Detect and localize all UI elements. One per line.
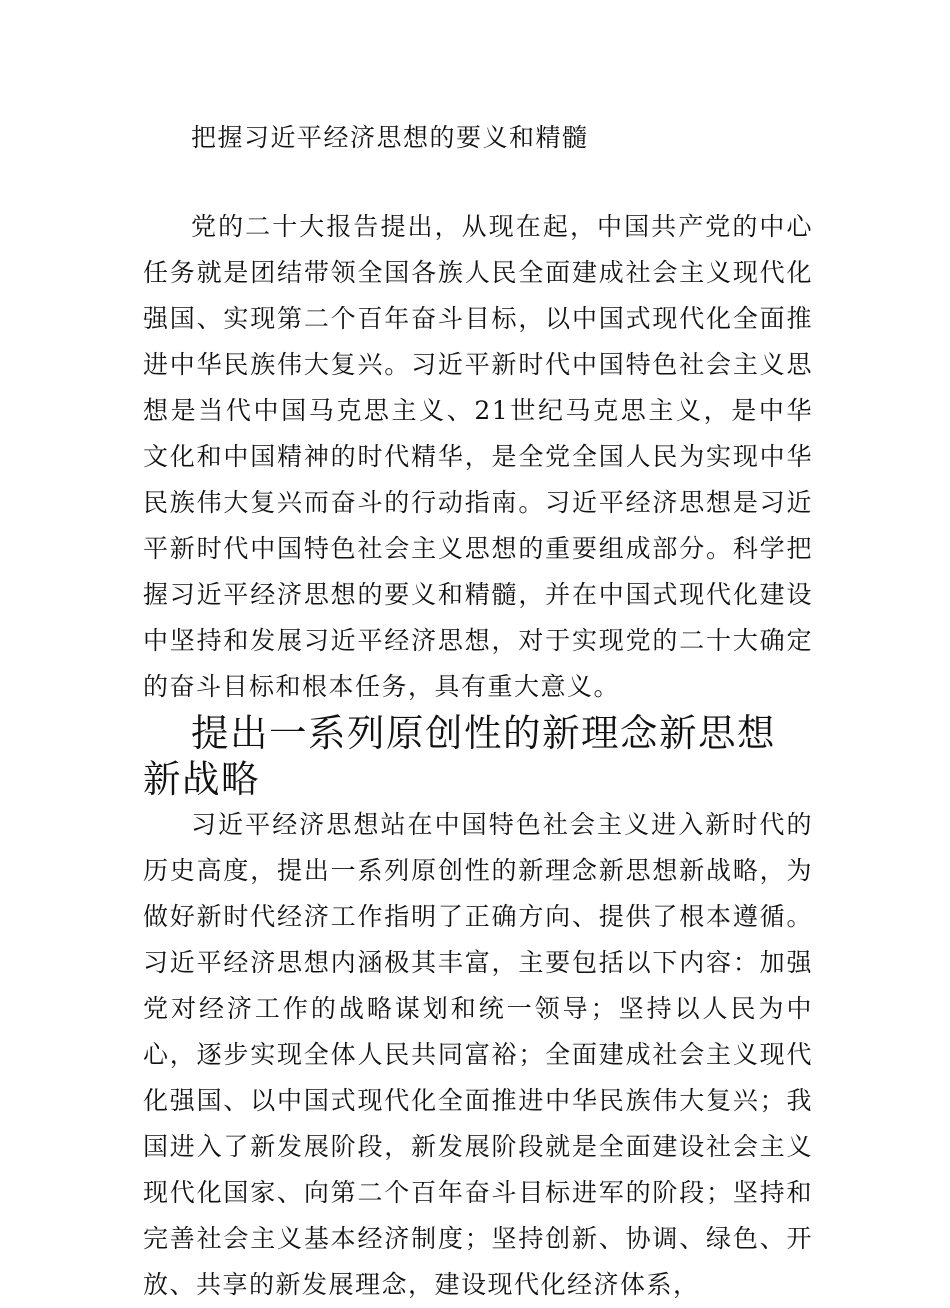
document-title: 把握习近平经济思想的要义和精髓 bbox=[191, 123, 589, 152]
section-heading: 提出一系列原创性的新理念新思想新战略 bbox=[143, 711, 776, 801]
document-body bbox=[143, 115, 813, 1308]
paragraph-intro: 党的二十大报告提出，从现在起，中国共产党的中心任务就是团结带领全国各族人民全面建成社会主义现代化强国、实现第二个百年奋斗目标，以中国式现代化全面推进中华民族伟大复兴。习近平新时代中国特色社会主义思想是当代中国马克思主义、21世纪马克思主义，是中华文化和中国精神的时代精华，是全党全国人民为实现中华民族伟大复兴而奋斗的行动指南。习近平经济思想是习近平新时代中国特色社会主义思想的重要组成部分。科学把握习近平经济思想的要义和精髓，并在中国式现代化建设中坚持和发展习近平经济思想，对于实现党的二十大确定的奋斗目标和根本任务，具有重大意义。 bbox=[143, 212, 813, 701]
paragraph-section: 习近平经济思想站在中国特色社会主义进入新时代的历史高度，提出一系列原创性的新理念新思想新战略，为做好新时代经济工作指明了正确方向、提供了根本遵循。习近平经济思想内涵极其丰富，主要包括以下内容：加强党对经济工作的战略谋划和统一领导；坚持以人民为中心，逐步实现全体人民共同富裕；全面建成社会主义现代化强国、以中国式现代化全面推进中华民族伟大复兴；我国进入了新发展阶段，新发展阶段就是全面建设社会主义现代化国家、向第二个百年奋斗目标进军的阶段；坚持和完善社会主义基本经济制度；坚持创新、协调、绿色、开放、共享的新发展理念，建设现代化经济体系， bbox=[143, 810, 813, 1299]
